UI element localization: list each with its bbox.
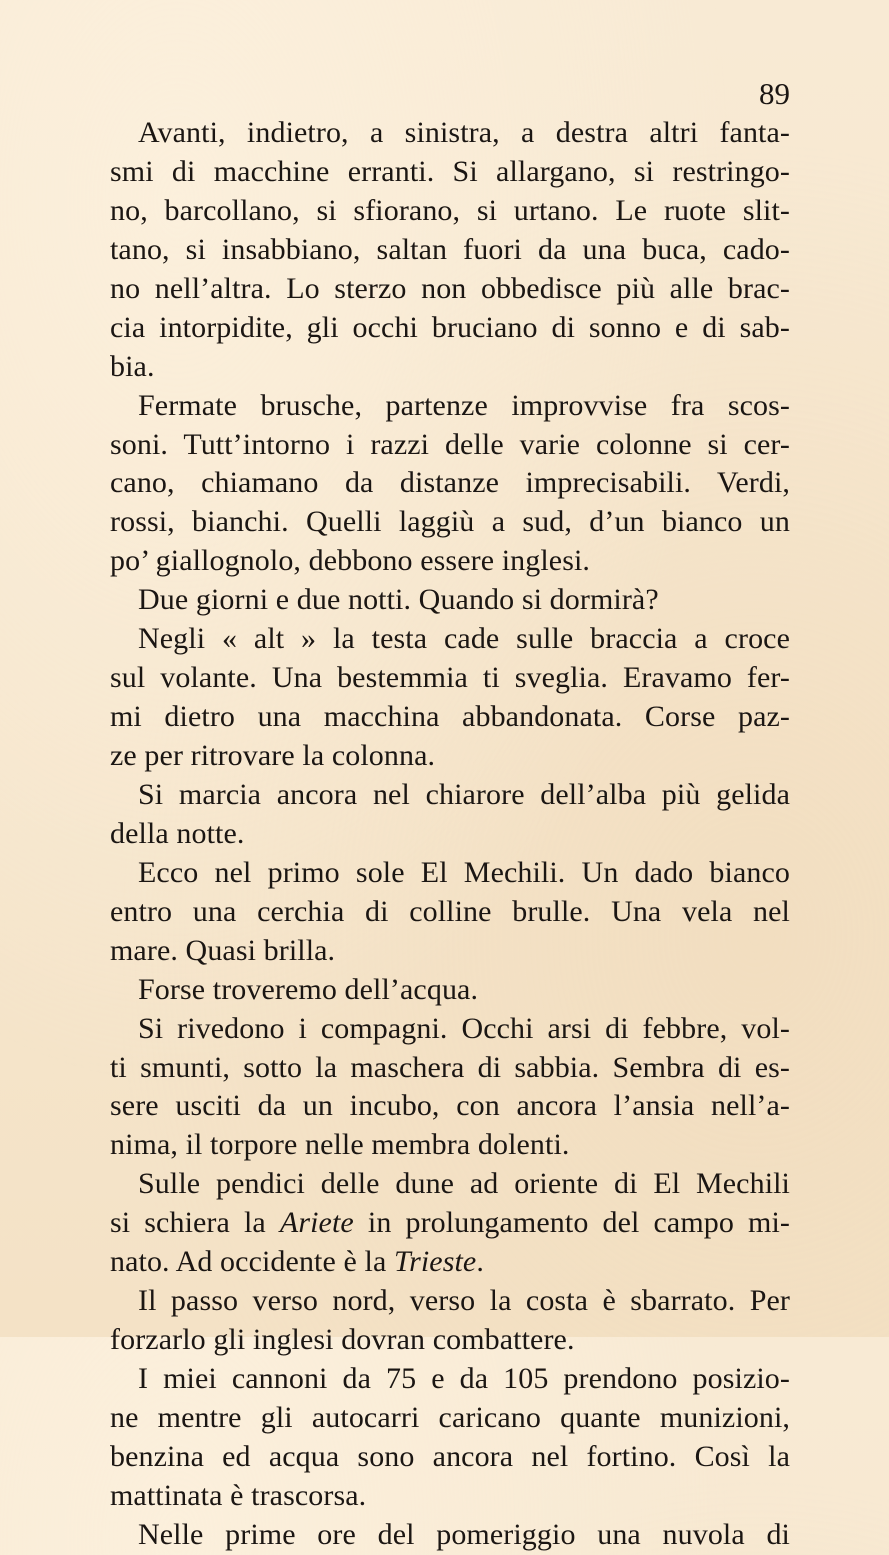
- text-line: ne mentre gli autocarri caricano quante munizioni,: [110, 1400, 790, 1434]
- text-segment: .: [476, 1245, 484, 1279]
- text-line: Fermate brusche, partenze improvvise fra scos-: [138, 388, 790, 422]
- text-line: Il passo verso nord, verso la costa è sbarrato. Per: [138, 1284, 790, 1318]
- text-line: forzarlo gli inglesi dovran combattere.: [110, 1323, 575, 1357]
- text-line: entro una cerchia di colline brulle. Una vela nel: [110, 894, 790, 928]
- text-line: Nelle prime ore del pomeriggio una nuvola di: [138, 1517, 790, 1551]
- text-line: tano, si insabbiano, saltan fuori da una buca, cado-: [110, 232, 790, 266]
- text-line: benzina ed acqua sono ancora nel fortino. Così la: [110, 1439, 790, 1473]
- text-line: cia intorpidite, gli occhi bruciano di sonno e di sab-: [110, 310, 790, 344]
- text-line: I miei cannoni da 75 e da 105 prendono posizio-: [138, 1362, 790, 1395]
- text-line: no, barcollano, si sfiorano, si urtano. Le ruote slit-: [110, 193, 790, 227]
- body-text: [110, 114, 790, 1555]
- text-line: soni. Tutt’intorno i razzi delle varie colonne si cer-: [110, 427, 790, 461]
- text-segment: si schiera la: [110, 1206, 280, 1240]
- text-line: mattinata è trascorsa.: [110, 1478, 367, 1512]
- text-line: Avanti, indietro, a sinistra, a destra altri fanta-: [138, 116, 790, 149]
- text-line: della notte.: [110, 816, 245, 850]
- text-line: smi di macchine erranti. Si allargano, si restringo-: [110, 154, 790, 188]
- italic-title: Ariete: [279, 1206, 354, 1240]
- page-number: 89: [759, 76, 790, 111]
- text-line: [110, 1204, 790, 1243]
- text-line: ti smunti, sotto la maschera di sabbia. Sembra di es-: [110, 1050, 790, 1084]
- text-line: no nell’altra. Lo sterzo non obbedisce più alle brac-: [110, 271, 790, 305]
- text-line: ze per ritrovare la colonna.: [110, 739, 436, 772]
- text-line: Sulle pendici delle dune ad oriente di El Mechili: [138, 1167, 790, 1201]
- text-line: Si marcia ancora nel chiarore dell’alba più gelida: [138, 777, 790, 811]
- text-line: Due giorni e due notti. Quando si dormirà?: [138, 583, 659, 617]
- text-segment: in prolungamento del campo mi-: [353, 1206, 790, 1240]
- text-line: sul volante. Una bestemmia ti sveglia. Eravamo fer-: [110, 661, 790, 695]
- text-line: nima, il torpore nelle membra dolenti.: [110, 1128, 570, 1162]
- text-line: Si rivedono i compagni. Occhi arsi di febbre, vol-: [138, 1011, 790, 1045]
- text-line: bia.: [110, 349, 155, 383]
- text-line: Forse troveremo dell’acqua.: [138, 972, 479, 1006]
- text-line: Ecco nel primo sole El Mechili. Un dado bianco: [138, 855, 790, 889]
- italic-title: Trieste: [393, 1245, 477, 1279]
- text-line: [110, 1243, 790, 1282]
- text-line: Negli « alt » la testa cade sulle braccia a croce: [138, 622, 790, 656]
- text-segment: nato. Ad occidente è la: [110, 1245, 394, 1279]
- text-line: mare. Quasi brilla.: [110, 933, 336, 967]
- text-line: po’ giallognolo, debbono essere inglesi.: [110, 544, 591, 578]
- text-line: cano, chiamano da distanze imprecisabili. Verdi,: [110, 466, 790, 500]
- text-line: rossi, bianchi. Quelli laggiù a sud, d’un bianco un: [110, 505, 790, 539]
- text-line: mi dietro una macchina abbandonata. Corse paz-: [110, 700, 790, 734]
- text-line: sere usciti da un incubo, con ancora l’ansia nell’a-: [110, 1089, 790, 1123]
